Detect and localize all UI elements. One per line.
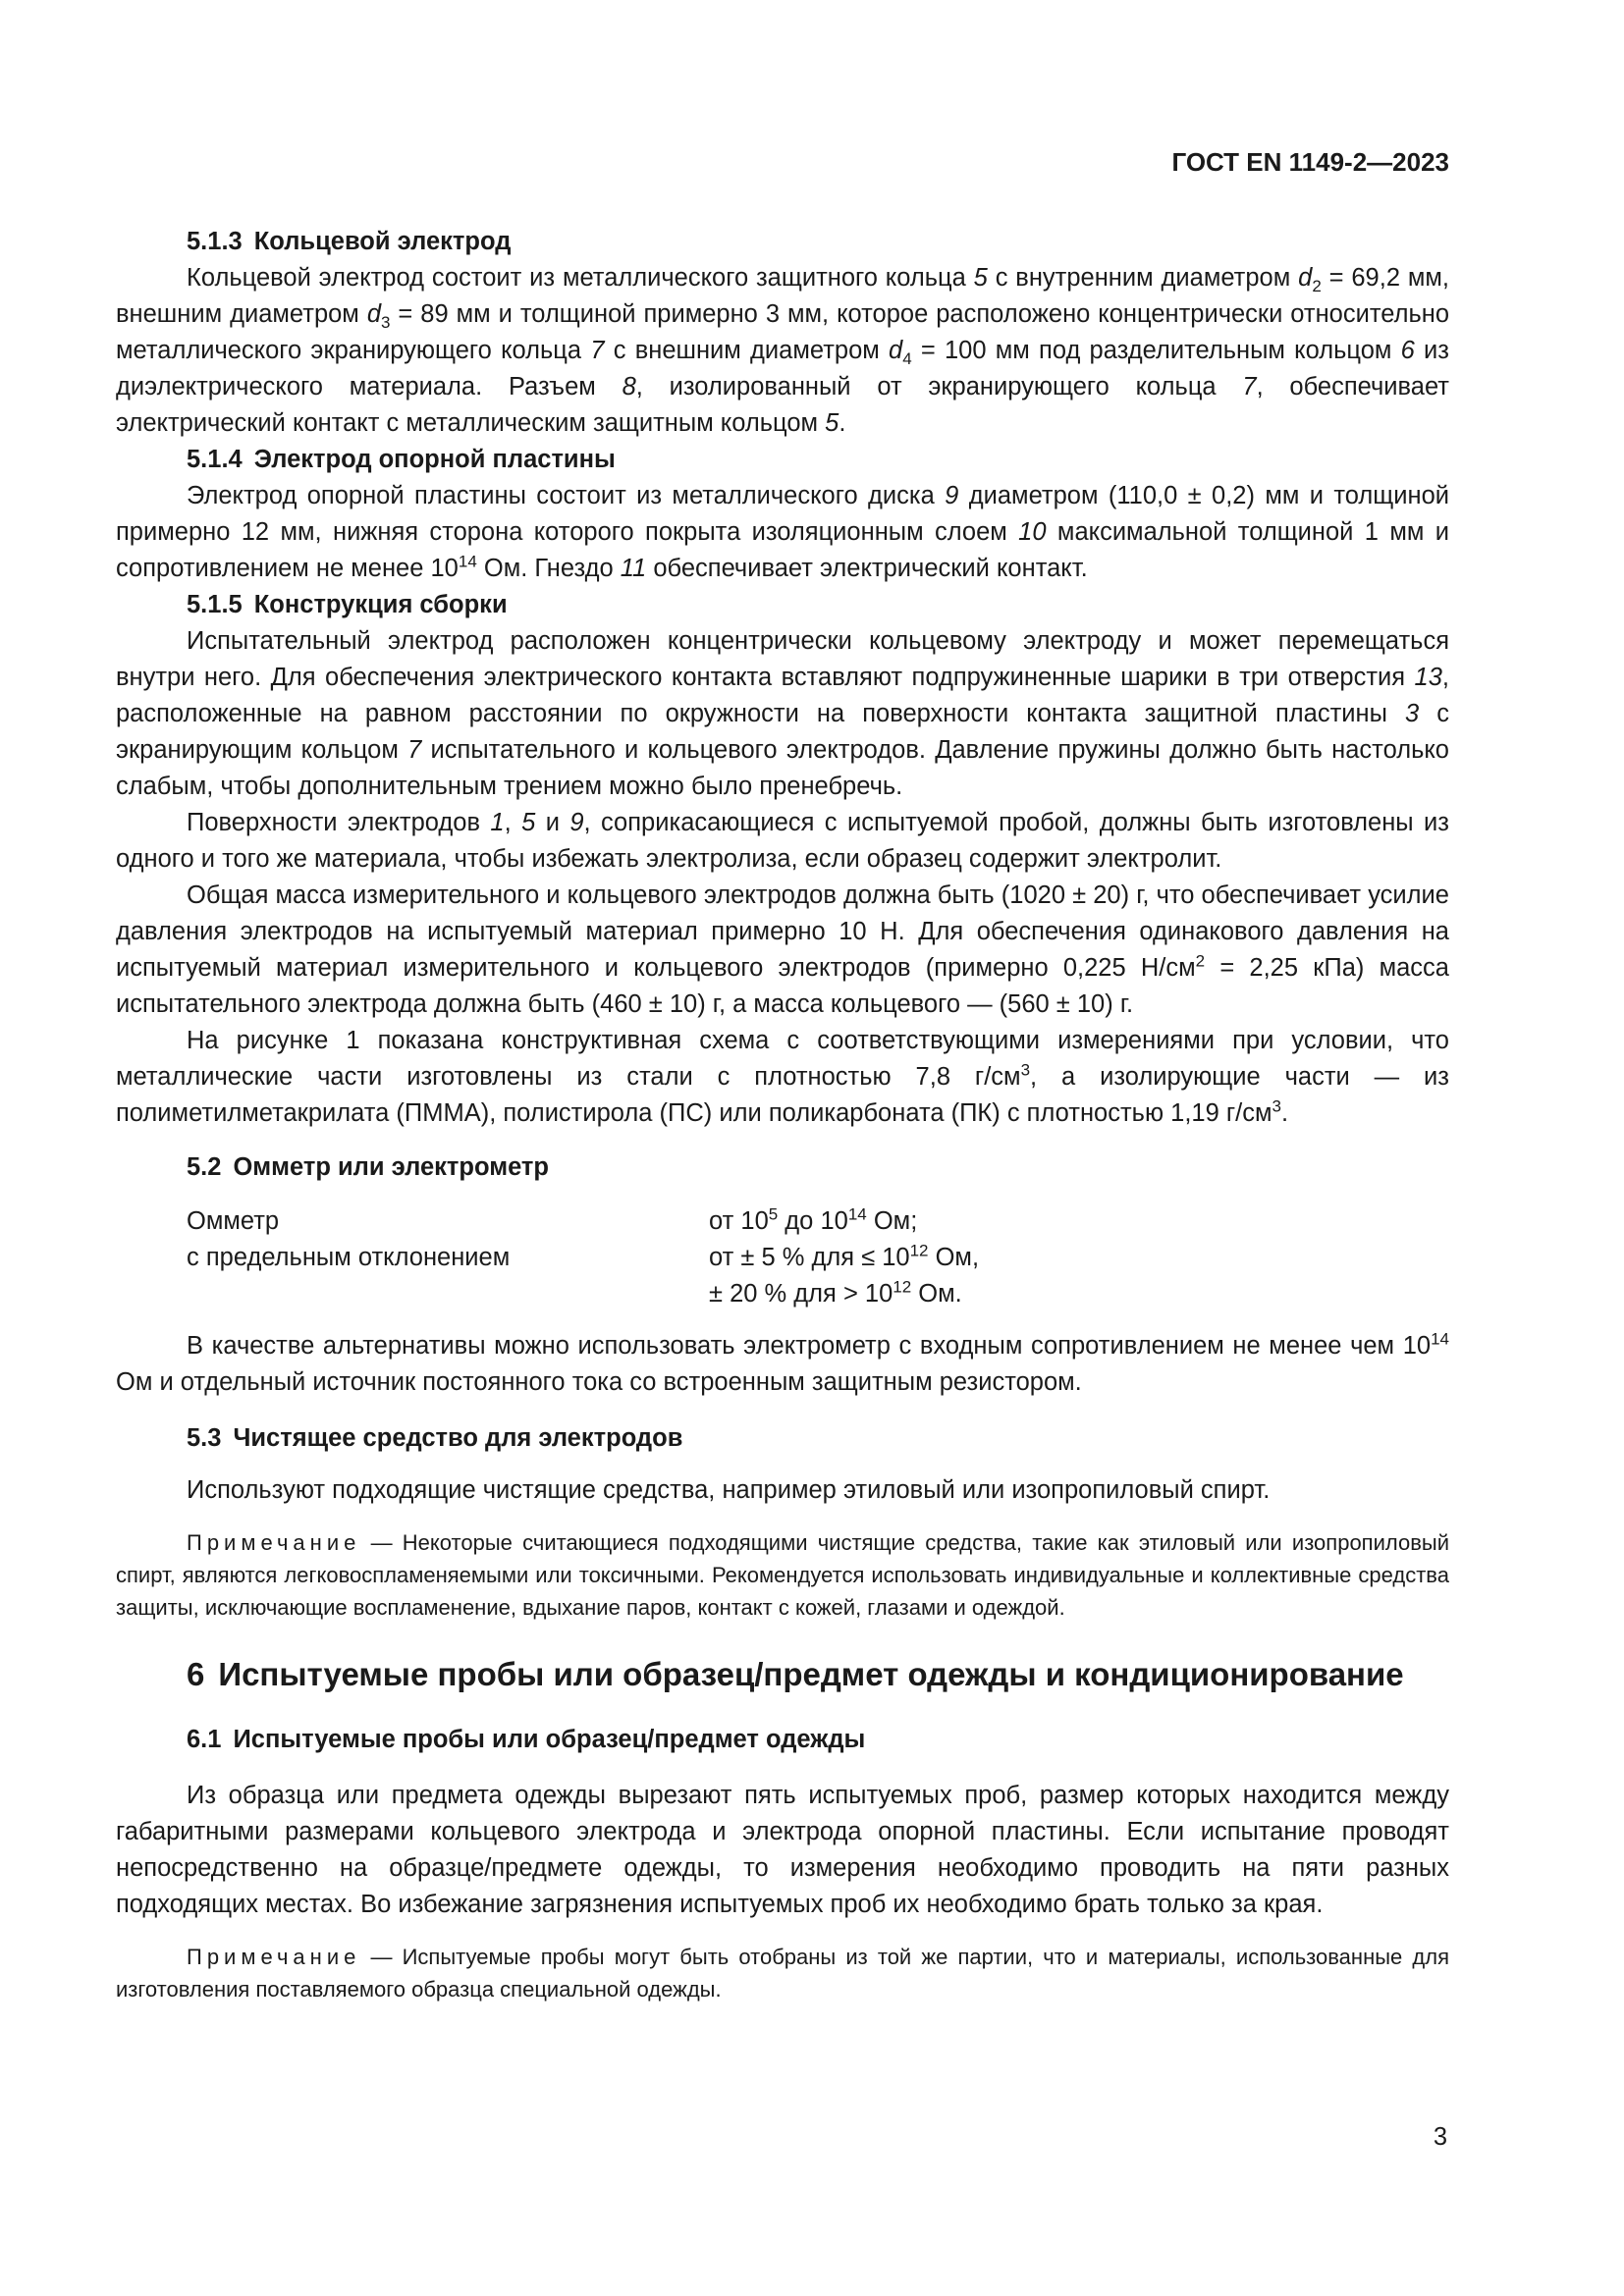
text: , (504, 809, 522, 836)
symbol: d (889, 337, 903, 364)
subscript: 3 (381, 313, 391, 333)
spec-row (187, 1240, 1449, 1276)
text: , расположенные на равном расстоянии по окружности на поверхности контакта защитной пластины (116, 664, 1449, 727)
text: до 10 (778, 1207, 848, 1235)
note-label: Примечание (187, 1530, 361, 1555)
heading-5-1-3 (116, 224, 1449, 260)
superscript: 5 (768, 1204, 779, 1224)
text: испытательного и кольцевого электродов. Давление пружины должно быть настолько слабым, чтобы дополнительным трением можно было пренебречь. (116, 736, 1449, 800)
text: ± 20 % для > 10 (709, 1280, 893, 1308)
heading-title: Конструкция сборки (253, 591, 508, 618)
paragraph-ring-electrode (116, 260, 1449, 442)
superscript: 12 (909, 1241, 929, 1260)
text: На рисунке 1 показана конструктивная схема с соответствующими измерениями при условии, что металлические части изготовлены из стали с плотностью 7,8 г/см (116, 1027, 1449, 1091)
ref: 5 (973, 264, 988, 292)
heading-title: Электрод опорной пластины (253, 446, 616, 473)
text: и (535, 809, 570, 836)
spec-row (187, 1203, 1449, 1240)
ref: 7 (1242, 373, 1257, 400)
text: от 10 (709, 1207, 769, 1235)
superscript: 2 (1195, 951, 1206, 971)
text: . (839, 409, 846, 437)
text: от ± 5 % для ≤ 10 (709, 1244, 910, 1271)
heading-title: Чистящее средство для электродов (233, 1424, 683, 1452)
ref: 3 (1405, 700, 1420, 727)
heading-5-1-4 (116, 442, 1449, 478)
text: Испытательный электрод расположен концентрически кольцевому электроду и может перемещаться внутри него. Для обеспечения электрического контакта вставляют подпружиненные шарики в три отверстия (116, 627, 1449, 691)
text: , а изолирующие части — из полиметилметакрилата (ПММА), полистирола (ПС) или поликарбоната (ПК) с плотностью 1,19 г/см (116, 1063, 1449, 1127)
page-content (116, 224, 1449, 2005)
heading-title: Омметр или электрометр (233, 1153, 549, 1181)
heading-number: 6 (187, 1656, 205, 1692)
text: Ом. Гнездо (476, 555, 621, 582)
ohmmeter-spec-table (116, 1203, 1449, 1312)
heading-number: 5.3 (187, 1424, 222, 1452)
text: Поверхности электродов (187, 809, 491, 836)
ref: 5 (521, 809, 536, 836)
ref: 10 (1018, 518, 1047, 546)
ref: 6 (1400, 337, 1415, 364)
heading-6 (116, 1653, 1449, 1696)
ref: 11 (620, 555, 647, 582)
symbol: d (366, 300, 381, 328)
heading-number: 5.1.4 (187, 446, 243, 473)
text: = 100 мм под разделительным кольцом (911, 337, 1401, 364)
text: = 69,2 мм, внешним диаметром (116, 264, 1449, 328)
text: = 89 мм и толщиной примерно 3 мм, которое расположено концентрически относительно металлического экранирующего кольца (116, 300, 1449, 364)
text: Ом; (866, 1207, 918, 1235)
paragraph-assembly-3 (116, 878, 1449, 1023)
spec-row (187, 1276, 1449, 1312)
subscript: 2 (1312, 277, 1322, 296)
heading-number: 5.1.5 (187, 591, 243, 618)
symbol: d (1298, 264, 1313, 292)
note-text: — Испытуемые пробы могут быть отобраны из той же партии, что и материалы, использованные для изготовления поставляемого образца специальной одежды. (116, 1945, 1449, 2002)
text: . (1281, 1099, 1289, 1127)
ref: 1 (490, 809, 505, 836)
ref: 9 (569, 809, 584, 836)
text: диаметром (110,0 ± 0,2) мм и толщиной примерно 12 мм, нижняя сторона которого покрыта изоляционным слоем (116, 482, 1450, 546)
heading-5-2 (116, 1149, 1449, 1186)
text: из диэлектрического материала. Разъем (116, 337, 1449, 400)
ref: 7 (407, 736, 422, 764)
document-header: ГОСТ EN 1149-2—2023 (1171, 147, 1449, 177)
note-label: Примечание (187, 1945, 361, 1969)
paragraph-electrometer (116, 1328, 1449, 1401)
heading-title: Испытуемые пробы или образец/предмет одежды (233, 1726, 866, 1753)
text: Электрод опорной пластины состоит из металлического диска (187, 482, 946, 509)
note-test-samples (116, 1941, 1449, 2005)
note-cleaning (116, 1526, 1449, 1624)
text: = 2,25 кПа) масса испытательного электрода должна быть (460 ± 10) г, а масса кольцевого — (560 ± 10) г. (116, 954, 1449, 1018)
text: Общая масса измерительного и кольцевого электродов должна быть (1020 ± 20) г, что обеспечивает усилие давления электродов на испытуемый материал примерно 10 Н. Для обеспечения одинакового давления на испытуемый материал измерительного и кольцевого электродов (примерно 0,225 Н/см (116, 881, 1449, 982)
paragraph-assembly-2 (116, 805, 1449, 878)
superscript: 3 (1020, 1060, 1031, 1080)
ref: 5 (825, 409, 839, 437)
ref: 9 (945, 482, 959, 509)
paragraph-test-samples: Из образца или предмета одежды вырезают пять испытуемых проб, размер которых находится между габаритными размерами кольцевого электрода и электрода опорной пластины. Если испытание проводят непосредственно на образце/предмете одежды, то измерения необходимо проводить на пяти разных подходящих местах. Во избежание загрязнения испытуемых проб их необходимо брать только за края. (116, 1782, 1449, 1918)
page-number: 3 (1433, 2123, 1447, 2151)
paragraph-base-plate-electrode (116, 478, 1449, 587)
text: Ом. (911, 1280, 962, 1308)
subscript: 4 (902, 349, 912, 369)
paragraph-cleaning: Используют подходящие чистящие средства, например этиловый или изопропиловый спирт. (187, 1476, 1271, 1504)
heading-number: 5.2 (187, 1153, 222, 1181)
text: , изолированный от экранирующего кольца (635, 373, 1243, 400)
paragraph-assembly-4 (116, 1023, 1449, 1132)
heading-6-1 (116, 1722, 1449, 1758)
text: Ом и отдельный источник постоянного тока со встроенным защитным резистором. (116, 1368, 1082, 1396)
text: с внутренним диаметром (987, 264, 1299, 292)
spec-value (709, 1240, 979, 1276)
heading-5-3 (116, 1420, 1449, 1457)
note-text: — Некоторые считающиеся подходящими чистящие средства, такие как этиловый или изопропиловый спирт, являются легковоспламеняемыми или токсичными. Рекомендуется использовать индивидуальные и коллективные средства защиты, исключающие воспламенение, вдыхание паров, контакт с кожей, глазами и одеждой. (116, 1530, 1449, 1620)
superscript: 14 (1431, 1329, 1449, 1349)
spec-label: с предельным отклонением (187, 1244, 511, 1271)
heading-number: 5.1.3 (187, 228, 243, 255)
superscript: 3 (1272, 1096, 1282, 1116)
text: с экранирующим кольцом (116, 700, 1449, 764)
spec-value (709, 1203, 917, 1240)
ref: 7 (590, 337, 605, 364)
spec-label: Омметр (187, 1207, 280, 1235)
heading-5-1-5 (116, 587, 1449, 623)
heading-title: Испытуемые пробы или образец/предмет одежды и кондиционирование (218, 1656, 1404, 1692)
ref: 13 (1414, 664, 1442, 691)
text: В качестве альтернативы можно использовать электрометр с входным сопротивлением не менее чем 10 (187, 1332, 1432, 1360)
text: максимальной толщиной 1 мм и сопротивлением не менее 10 (116, 518, 1449, 582)
superscript: 14 (847, 1204, 867, 1224)
text: обеспечивает электрический контакт. (646, 555, 1088, 582)
ref: 8 (622, 373, 636, 400)
paragraph-assembly-1 (116, 623, 1449, 805)
superscript: 12 (893, 1277, 912, 1297)
heading-number: 6.1 (187, 1726, 222, 1753)
text: Ом, (928, 1244, 980, 1271)
text: с внешним диаметром (604, 337, 889, 364)
text: Кольцевой электрод состоит из металлического защитного кольца (187, 264, 974, 292)
superscript: 14 (458, 552, 477, 571)
spec-value (709, 1276, 962, 1312)
text: , соприкасающиеся с испытуемой пробой, должны быть изготовлены из одного и того же материала, чтобы избежать электролиза, если образец содержит электролит. (116, 809, 1449, 873)
heading-title: Кольцевой электрод (253, 228, 512, 255)
spec-label-empty (187, 1276, 709, 1312)
text: , обеспечивает электрический контакт с металлическим защитным кольцом (116, 373, 1449, 437)
